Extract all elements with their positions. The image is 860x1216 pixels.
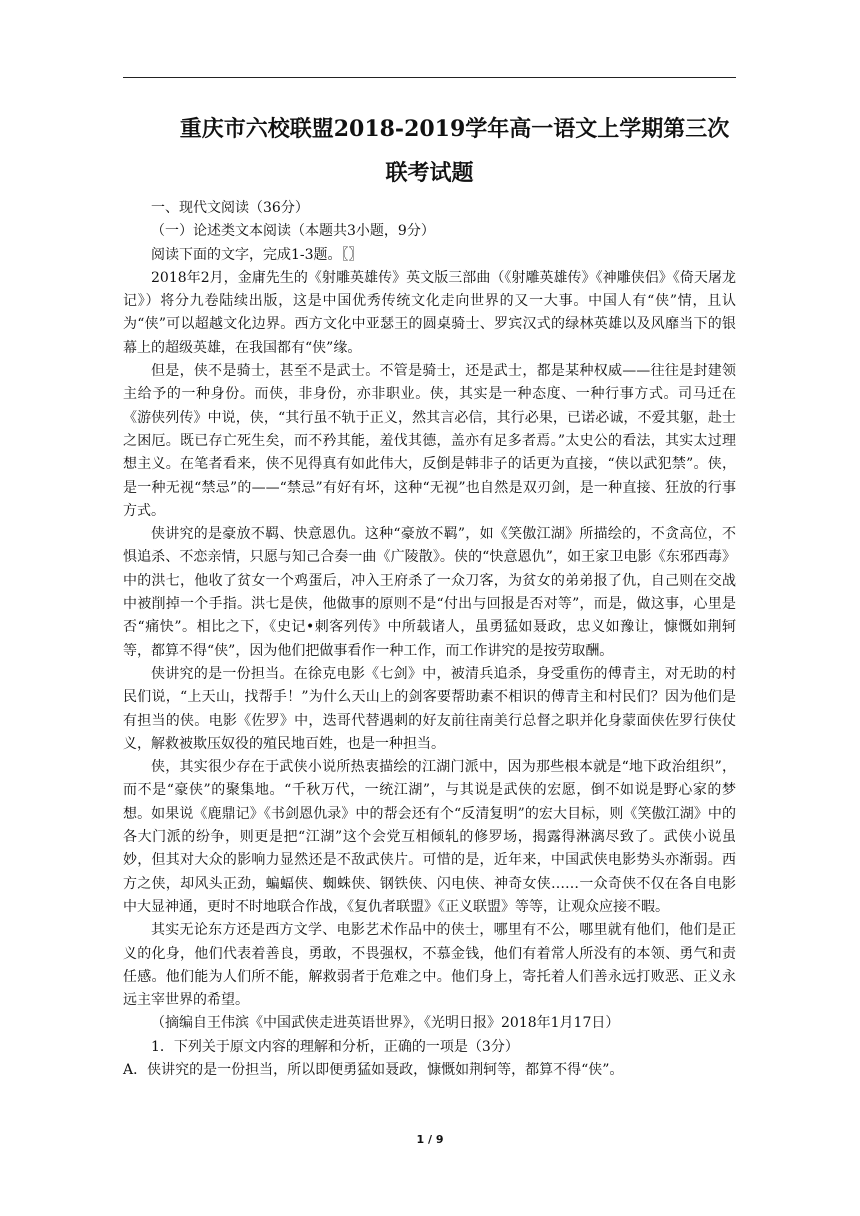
document-title-line-2: 联考试题 (385, 160, 474, 186)
question-1-option-a: A．侠讲究的是一份担当，所以即便勇猛如聂政，慷慨如荆轲等，都算不得“侠”。 (123, 1061, 624, 1078)
paragraph-5: 侠，其实很少存在于武侠小说所热衷描绘的江湖门派中，因为那些根本就是“地下政治组织”，而不是“豪侠”的聚集地。“千秋万代，一统江湖”，与其说是武侠的宏愿，倒不如说是野心家的梦想。如果说《鹿鼎记》《书剑恩仇录》中的帮会还有个“反清复明”的宏大目标，则《笑傲江湖》中的各大门派的纷争，则更是把“江湖”这个会党互相倾轧的修罗场，揭露得淋漓尽致了。武侠小说虽妙，但其对大众的影响力显然还是不敌武侠片。可惜的是，近年来，中国武侠电影势头亦渐弱。西方之侠，却风头正劲，蝙蝠侠、蜘蛛侠、钢铁侠、闪电侠、神奇女侠……一众奇侠不仅在各自电影中大显神通，更时不时地联合作战，《复仇者联盟》《正义联盟》等等，让观众应接不暇。 (123, 759, 736, 915)
document-title-line-1: 重庆市六校联盟2018-2019学年高一语文上学期第三次 (179, 116, 730, 142)
subsection-heading: （一）论述类文本阅读（本题共3小题，9分） (151, 223, 435, 240)
document-body (123, 197, 736, 1082)
section-heading: 一、现代文阅读（36分） (151, 200, 309, 216)
paragraph-4: 侠讲究的是一份担当。在徐克电影《七剑》中，被清兵追杀，身受重伤的傅青主，对无助的村民们说，“上天山，找帮手！”为什么天山上的剑客要帮助素不相识的傅青主和村民们？因为他们是有担当的侠。电影《佐罗》中，迭哥代替遇刺的好友前往南美行总督之职并化身蒙面侠佐罗行侠仗义，解救被欺压奴役的殖民地百姓，也是一种担当。 (123, 665, 736, 752)
paragraph-3: 侠讲究的是豪放不羁、快意恩仇。这种“豪放不羁”，如《笑傲江湖》所描绘的，不贪高位，不惧追杀、不恋亲情，只愿与知己合奏一曲《广陵散》。侠的“快意恩仇”，如王家卫电影《东邪西毒》中的洪七，他收了贫女一个鸡蛋后，冲入王府杀了一众刀客，为贫女的弟弟报了仇，自己则在交战中被削掉一个手指。洪七是侠，他做事的原则不是“付出与回报是否对等”，而是，做这事，心里是否“痛快”。相比之下，《史记•刺客列传》中所载诸人，虽勇猛如聂政，忠义如豫让，慷慨如荆轲等，都算不得“侠”，因为他们把做事看作一种工作，而工作讲究的是按劳取酬。 (123, 526, 736, 659)
paragraph-1: 2018年2月，金庸先生的《射雕英雄传》英文版三部曲（《射雕英雄传》《神雕侠侣》《倚天屠龙记》）将分九卷陆续出版，这是中国优秀传统文化走向世界的又一大事。中国人有“侠”情，且认为“侠”可以超越文化边界。西方文化中亚瑟王的圆桌骑士、罗宾汉式的绿林英雄以及风靡当下的银幕上的超级英雄，在我国都有“侠”缘。 (123, 269, 736, 356)
paragraph-6: 其实无论东方还是西方文学、电影艺术作品中的侠士，哪里有不公，哪里就有他们，他们是正义的化身，他们代表着善良，勇敢，不畏强权，不慕金钱，他们有着常人所没有的本领、勇气和责任感。他们能为人们所不能，解救弱者于危难之中。他们身上，寄托着人们善永远打败恶、正义永远主宰世界的希望。 (123, 922, 736, 1009)
source-citation: （摘编自王伟滨《中国武侠走进英语世界》，《光明日报》2018年1月17日） (151, 1015, 620, 1032)
question-1: 1．下列关于原文内容的理解和分析，正确的一项是（3分） (151, 1038, 519, 1055)
page-number: 1 / 9 (416, 1133, 444, 1146)
reading-instruction: 阅读下面的文字，完成1-3题。〖〗 (151, 246, 363, 263)
paragraph-2: 但是，侠不是骑士，甚至不是武士。不管是骑士，还是武士，都是某种权威——往往是封建领主给予的一种身份。而侠，非身份，亦非职业。侠，其实是一种态度、一种行事方式。司马迁在《游侠列传》中说，侠，“其行虽不轨于正义，然其言必信，其行必果，已诺必诚，不爱其躯，赴士之困厄。既已存亡死生矣，而不矜其能，羞伐其德，盖亦有足多者焉。”太史公的看法，其实太过理想主义。在笔者看来，侠不见得真有如此伟大，反倒是韩非子的话更为直接，“侠以武犯禁”。侠，是一种无视“禁忌”的——“禁忌”有好有坏，这种“无视”也自然是双刃剑，是一种直接、狂放的行事方式。 (123, 363, 736, 519)
header-rule (123, 77, 736, 78)
